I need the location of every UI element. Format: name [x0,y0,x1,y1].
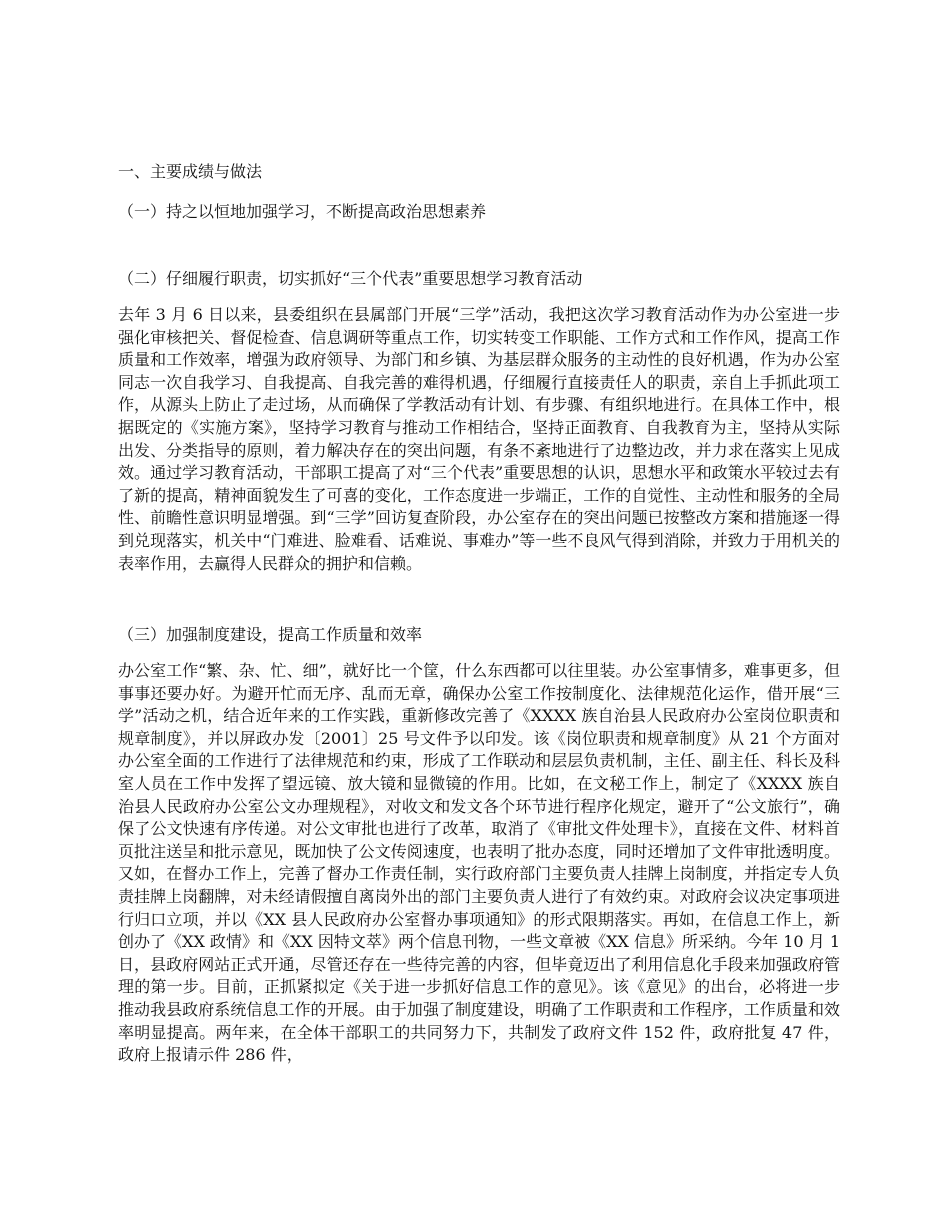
subsection-heading-study: （一）持之以恒地加强学习，不断提高政治思想素养 [118,202,487,221]
paragraph-system: 办公室工作“繁、杂、忙、细”，就好比一个筐，什么东西都可以往里装。办公室事情多，难事更多，但事事还要办好。为避开忙而无序、乱而无章，确保办公室工作按制度化、法律规范化运作，借开展“三学”活动之机，结合近年来的工作实践，重新修改完善了《XXXX 族自治县人民政府办公室岗位职责和规章制度》，并以屏政办发〔2001〕25 号文件予以印发。该《岗位职责和规章制度》从 21 个方面对办公室全面的工作进行了法律规范和约束，形成了工作联动和层层负责机制，主任、副主任、科长及科室人员在工作中发挥了望远镜、放大镜和显微镜的作用。比如，在文秘工作上，制定了《XXXX 族自治县人民政府办公室公文办理规程》，对收文和发文各个环节进行程序化规定，避开了“公文旅行”，确保了公文快速有序传递。对公文审批也进行了改革，取消了《审批文件处理卡》，直接在文件、材料首页批注送呈和批示意见，既加快了公文传阅速度，也表明了批办态度，同时还增加了文件审批透明度。又如，在督办工作上，完善了督办工作责任制，实行政府部门主要负责人挂牌上岗制度，并指定专人负责挂牌上岗翻牌，对未经请假擅自离岗外出的部门主要负责人进行了有效约束。对政府会议决定事项进行归口立项，并以《XX 县人民政府办公室督办事项通知》的形式限期落实。再如，在信息工作上，新创办了《XX 政情》和《XX 因特文萃》两个信息刊物，一些文章被《XX 信息》所采纳。今年 10 月 1 日，县政府网站正式开通，尽管还存在一些待完善的内容，但毕竟迈出了利用信息化手段来加强政府管理的第一步。目前，正抓紧拟定《关于进一步抓好信息工作的意见》。该《意见》的出台，必将进一步推动我县政府系统信息工作的开展。由于加强了制度建设，明确了工作职责和工作程序，工作质量和效率明显提高。两年来，在全体干部职工的共同努力下，共制发了政府文件 152 件，政府批复 47 件，政府上报请示件 286 件， [118,661,840,1065]
subsection-heading-system: （三）加强制度建设，提高工作质量和效率 [118,625,423,644]
section-heading-main: 一、主要成绩与做法 [118,162,263,181]
paragraph-duties: 去年 3 月 6 日以来，县委组织在县属部门开展“三学”活动，我把这次学习教育活动作为办公室进一步强化审核把关、督促检查、信息调研等重点工作，切实转变工作职能、工作方式和工作作风，提高工作质量和工作效率，增强为政府领导、为部门和乡镇、为基层群众服务的主动性的良好机遇，作为办公室同志一次自我学习、自我提高、自我完善的难得机遇，仔细履行直接责任人的职责，亲自上手抓此项工作，从源头上防止了走过场，从而确保了学教活动有计划、有步骤、有组织地进行。在具体工作中，根据既定的《实施方案》，坚持学习教育与推动工作相结合，坚持正面教育、自我教育为主，坚持从实际出发、分类指导的原则，着力解决存在的突出问题，有条不紊地进行了边整边改，并力求在落实上见成效。通过学习教育活动，干部职工提高了对“三个代表”重要思想的认识，思想水平和政策水平较过去有了新的提高，精神面貌发生了可喜的变化，工作态度进一步端正，工作的自觉性、主动性和服务的全局性、前瞻性意识明显增强。到“三学”回访复查阶段，办公室存在的突出问题已按整改方案和措施逐一得到兑现落实，机关中“门难进、脸难看、话难说、事难办”等一些不良风气得到消除，并致力于用机关的表率作用，去赢得人民群众的拥护和信赖。 [118,305,840,573]
subsection-heading-duties: （二）仔细履行职责，切实抓好“三个代表”重要思想学习教育活动 [118,269,583,288]
